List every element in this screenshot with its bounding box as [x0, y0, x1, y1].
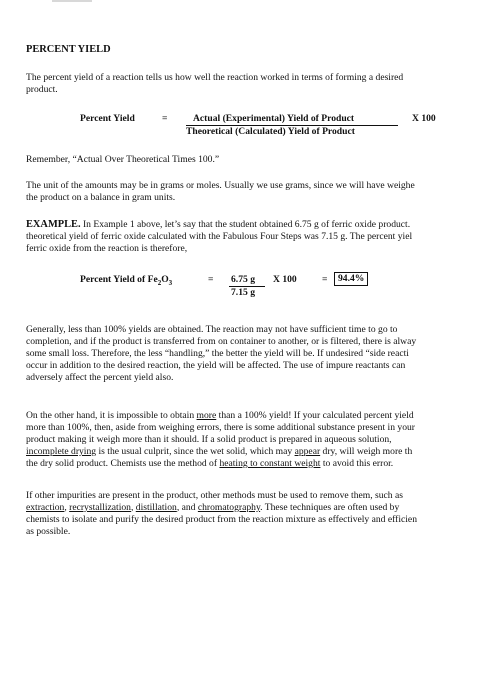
example-text-1: In Example 1 above, let’s say that the student obtained 6.75 g of ferric oxide product. — [80, 219, 411, 230]
example-line-2: theoretical yield of ferric oxide calculated with the Fabulous Four Steps was 7.15 g. The percent yiel — [26, 231, 413, 242]
para3-line-2 — [26, 502, 399, 514]
calc-equals: = — [208, 274, 214, 285]
scan-mark — [52, 0, 92, 2]
para2-l1-post: than a 100% yield! If your calculated percent yield — [216, 410, 414, 421]
sep-3: , and — [176, 502, 198, 513]
para1-line-4: occur in addition to the desired reaction, the yield will be affected. The use of impure reactants can — [26, 360, 406, 371]
para2-line-4 — [26, 446, 412, 458]
para3-line-1: If other impurities are present in the product, other methods must be used to remove them, such as — [26, 490, 403, 501]
para2-l1-pre: On the other hand, it is impossible to obtain — [26, 410, 197, 421]
para2-l5-pre: the dry solid product. Chemists use the method of — [26, 458, 220, 469]
para2-l5-post: to avoid this error. — [320, 458, 394, 469]
para2-line-3: product making it weigh more than it should. If a solid product is prepared in aqueous solution, — [26, 434, 392, 445]
para2-l5-underline: heating to constant weight — [219, 458, 321, 469]
units-line-2: the product on a balance in gram units. — [26, 192, 176, 203]
sep-2: , — [130, 502, 136, 513]
calc-equals-2: = — [322, 274, 328, 285]
calc-times: X 100 — [273, 274, 297, 285]
calc-result-box: 94.4% — [334, 272, 368, 286]
intro-line-1: The percent yield of a reaction tells us how well the reaction worked in terms of forming a desired — [26, 72, 404, 83]
para2-l4-underline: incomplete drying — [26, 446, 97, 457]
calc-label-mid: O — [161, 274, 169, 285]
para2-l4-underline-2: appear — [294, 446, 321, 457]
para2-line-1 — [26, 410, 414, 422]
formula-times: X 100 — [412, 113, 436, 124]
units-line-1: The unit of the amounts may be in grams or moles. Usually we use grams, since we will have weighe — [26, 180, 415, 191]
para2-l4-mid: is the usual culprit, since the wet solid, which may — [96, 446, 295, 457]
para2-line-5 — [26, 458, 393, 470]
formula-denominator: Theoretical (Calculated) Yield of Product — [186, 126, 355, 137]
technique-extraction: extraction — [26, 502, 65, 513]
section-heading: PERCENT YIELD — [26, 44, 111, 55]
calc-label-pre: Percent Yield of Fe — [80, 274, 158, 285]
para1-line-2: completion, and if the product is transferred from on container to another, or is filtered, there is alway — [26, 336, 417, 347]
para1-line-1: Generally, less than 100% yields are obtained. The reaction may not have sufficient time to go to — [26, 324, 398, 335]
intro-line-2: product. — [26, 84, 58, 95]
technique-distillation: distillation — [135, 502, 177, 513]
para2-l1-underline: more — [196, 410, 217, 421]
example-lead: EXAMPLE. — [26, 219, 81, 230]
formula-equals: = — [162, 113, 168, 124]
para3-line-4: as possible. — [26, 526, 71, 537]
calc-numerator: 6.75 g — [231, 274, 255, 285]
technique-recrystallization: recrystallization — [69, 502, 131, 513]
example-calc-label — [80, 274, 172, 289]
para3-line-3: chemists to isolate and purify the desired product from the reaction mixture as effectively and efficien — [26, 514, 417, 525]
remember-line: Remember, “Actual Over Theoretical Times 100.” — [26, 154, 220, 165]
calc-denominator: 7.15 g — [231, 287, 255, 298]
para2-l4-post: dry, will weigh more th — [320, 446, 413, 457]
example-line-3: ferric oxide from the reaction is therefore, — [26, 243, 188, 254]
sep-1: , — [64, 502, 70, 513]
example-line-1 — [26, 219, 410, 231]
calc-sub-2: 3 — [168, 278, 173, 287]
para2-line-2: more than 100%, then, aside from weighing errors, there is some additional substance present in your — [26, 422, 415, 433]
formula-numerator: Actual (Experimental) Yield of Product — [193, 113, 355, 124]
para1-line-3: some small loss. Therefore, the less “handling,” the better the yield will be. If undesired “side reacti — [26, 348, 409, 359]
para3-l2-post: . These techniques are often used by — [260, 502, 400, 513]
formula-label: Percent Yield — [80, 113, 135, 124]
technique-chromatography: chromatography — [197, 502, 261, 513]
para1-line-5: adversely affect the percent yield also. — [26, 372, 174, 383]
calc-sub-1: 2 — [157, 278, 162, 287]
